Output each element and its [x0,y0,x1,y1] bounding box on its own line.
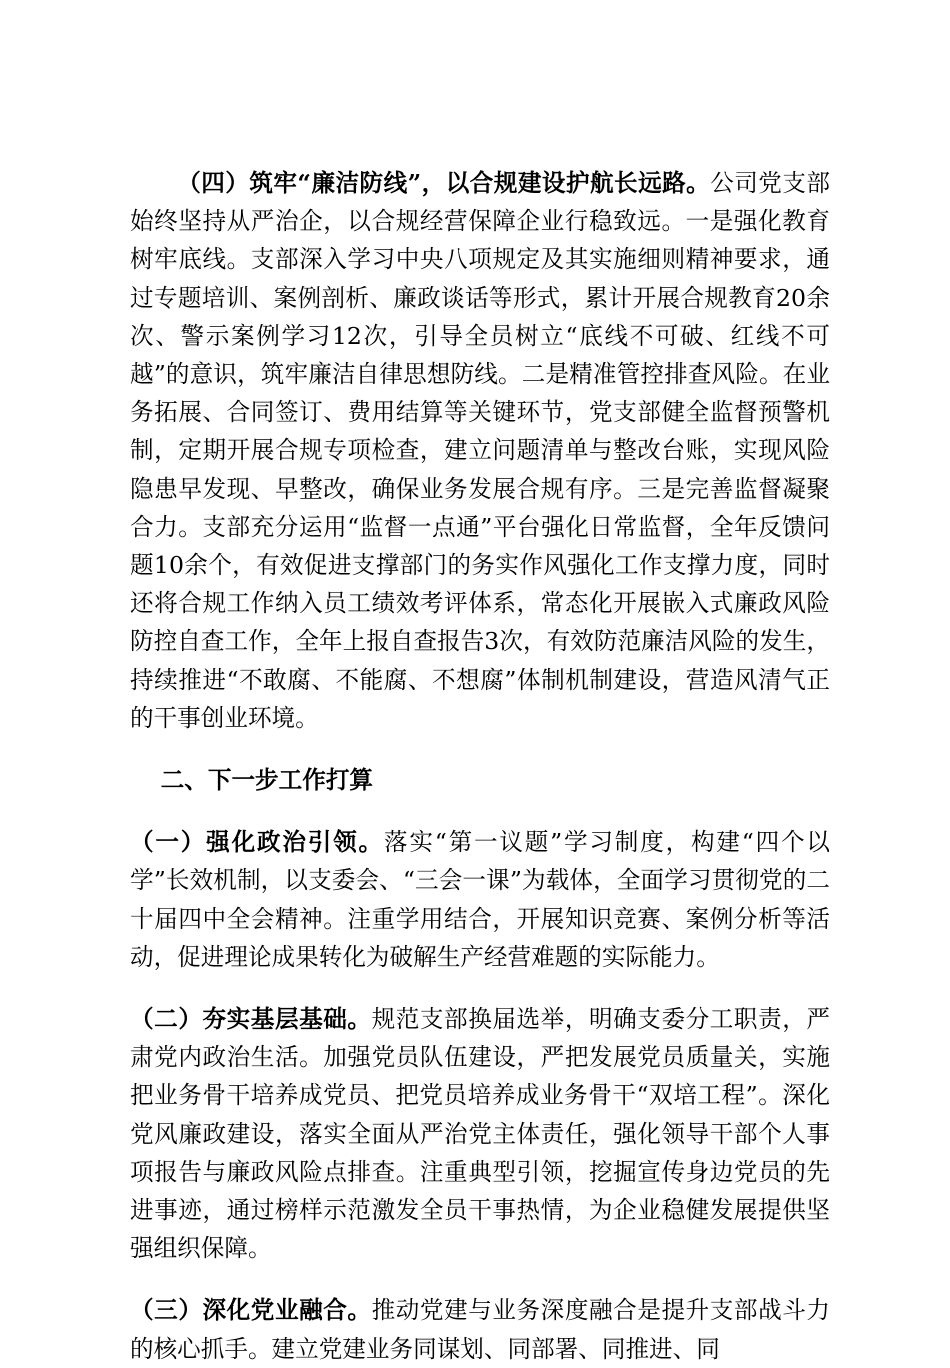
section-four-lead: （四）筑牢“廉洁防线”，以合规建设护航长远路。 [177,169,711,197]
document-page [130,164,830,1368]
item-three-lead: （三）深化党业融合。 [130,1296,372,1325]
item-three-body: 推动党建与业务深度融合是提升支部战斗力的核心抓手。建立党建业务同谋划、同部署、同推进、同 [130,1296,831,1363]
item-two-lead: （二）夯实基层基础。 [130,1005,372,1034]
item-three-paragraph [130,1291,830,1367]
section-four-body: 公司党支部始终坚持从严治企，以合规经营保障企业行稳致远。一是强化教育树牢底线。支部深入学习中央八项规定及其实施细则精神要求，通过专题培训、案例剖析、廉政谈话等形式，累计开展合规教育20余次、警示案例学习12次，引导全员树立“底线不可破、红线不可越”的意识，筑牢廉洁自律思想防线。二是精准管控排查风险。在业务拓展、合同签订、费用结算等关键环节，党支部健全监督预警机制，定期开展合规专项检查，建立问题清单与整改台账，实现风险隐患早发现、早整改，确保业务发展合规有序。三是完善监督凝聚合力。支部充分运用“监督一点通”平台强化日常监督，全年反馈问题10余个，有效促进支撑部门的务实作风强化工作支撑力度，同时还将合规工作纳入员工绩效考评体系，常态化开展嵌入式廉政风险防控自查工作，全年上报自查报告3次，有效防范廉洁风险的发生，持续推进“不敢腐、不能腐、不想腐”体制机制建设，营造风清气正的干事创业环境。 [130,169,830,732]
section-heading-next-steps: 二、下一步工作打算 [160,766,374,795]
item-one-paragraph [130,823,830,976]
section-four-paragraph [130,164,830,737]
item-one-lead: （一）强化政治引领。 [130,828,384,857]
item-one-body: 落实“第一议题”学习制度，构建“四个以学”长效机制，以支委会、“三会一课”为载体，全面学习贯彻党的二十届四中全会精神。注重学用结合，开展知识竞赛、案例分析等活动，促进理论成果转化为破解生产经营难题的实际能力。 [130,828,831,971]
item-two-paragraph [130,1000,830,1267]
item-two-body: 规范支部换届选举，明确支委分工职责，严肃党内政治生活。加强党员队伍建设，严把发展党员质量关，实施把业务骨干培养成党员、把党员培养成业务骨干“双培工程”。深化党风廉政建设，落实全面从严治党主体责任，强化领导干部个人事项报告与廉政风险点排查。注重典型引领，挖掘宣传身边党员的先进事迹，通过榜样示范激发全员干事热情，为企业稳健发展提供坚强组织保障。 [130,1005,831,1263]
